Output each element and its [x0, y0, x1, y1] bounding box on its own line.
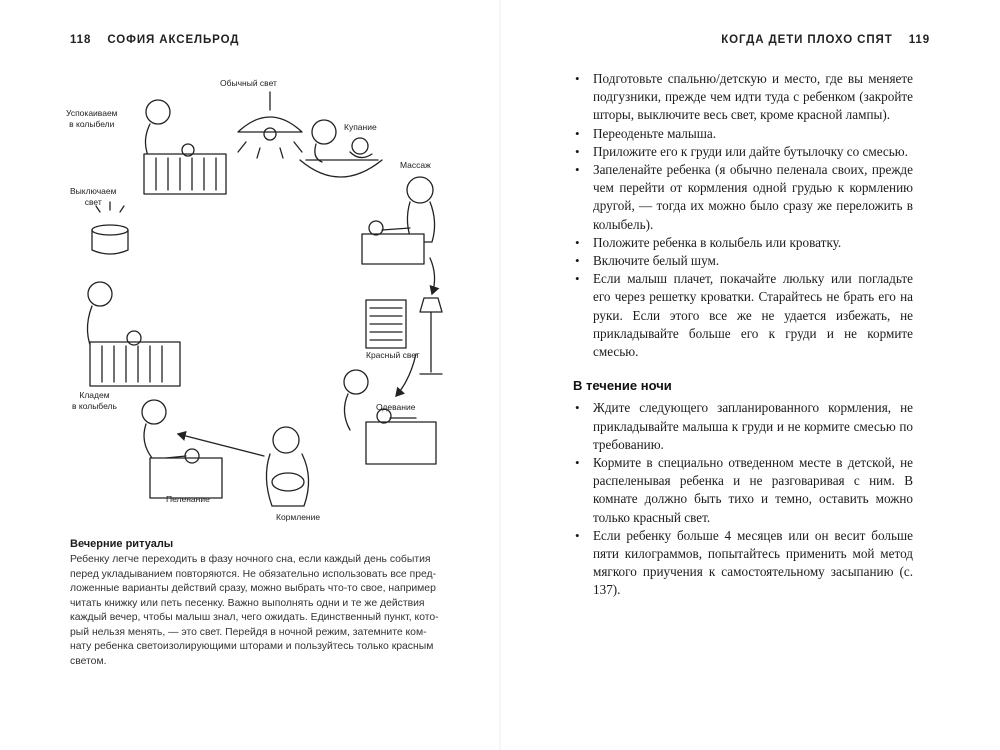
night-list [573, 399, 913, 599]
sidebar-line: нату ребенка светоизолирующими шторами и пользуйтесь только красным [70, 641, 434, 653]
label-turn-off-line-1: Выключаем [70, 186, 117, 196]
right-column-text [573, 70, 913, 600]
window-and-floor-lamp-icon [366, 298, 442, 374]
label-soothe-line-2: в колыбели [69, 118, 115, 129]
sidebar-line: Ребенку легче переходить в фазу ночного сна, если каждый день события [70, 554, 431, 565]
sidebar-line: светом. [70, 655, 107, 667]
dressing-scene-icon [344, 370, 436, 464]
bedtime-routine-illustration [60, 62, 470, 532]
label-turn-off-line-2: свет [84, 196, 102, 207]
label-put-line-2: в колыбель [72, 400, 117, 411]
sidebar-text [70, 553, 446, 669]
list-item: • Подготовьте спальню/детскую и место, где вы меняете подгузники, прежде чем идти туда с ребенком (закройте шторы, выключите весь свет, кроме красной лампы). [573, 70, 913, 125]
label-swaddling: Пеленание [166, 494, 210, 504]
right-page-number: 119 [908, 34, 930, 46]
list-item: • Запеленайте ребенка (я обычно пеленала своих, прежде чем перейти от кормления одной грудью к кормлению другой, — тогда их можно было сразу же переложить в колыбель). [573, 161, 913, 234]
list-item: • Ждите следующего запланированного кормления, не прикладывайте малыша к груди и не кормите смесью по требованию. [573, 399, 913, 454]
label-feeding: Кормление [276, 512, 321, 522]
label-soothe-in-crib [66, 108, 118, 129]
list-item: • Кормите в специально отведенном месте в детской, не распеленывая ребенка и не разговаривая с ним. В комнате должно быть тихо и темно, оставить можно только красный свет. [573, 454, 913, 527]
label-soothe-line-1: Успокаиваем [66, 108, 118, 118]
label-put-in-crib [72, 390, 117, 411]
right-book-title: КОГДА ДЕТИ ПЛОХО СПЯТ [721, 34, 893, 46]
label-massage: Массаж [400, 160, 431, 170]
ceiling-lamp-icon [238, 92, 302, 158]
arrow-feeding-to-swaddling [178, 434, 264, 456]
list-item: • Включите белый шум. [573, 252, 913, 270]
massage-scene-icon [362, 177, 435, 264]
list-item: • Если ребенку больше 4 месяцев или он весит больше пяти килограммов, попытайтесь применить мой метод мягкого приучения к самостоятельному засыпанию (с. 137). [573, 527, 913, 600]
left-author-name: СОФИЯ АКСЕЛЬРОД [107, 34, 240, 46]
feeding-scene-icon [266, 427, 308, 506]
sidebar-title: Вечерние ритуалы [70, 538, 174, 550]
evening-rituals-sidebar [70, 538, 446, 669]
list-item: • Положите ребенка в колыбель или кроватку. [573, 234, 913, 252]
label-dressing: Одевание [376, 402, 416, 412]
white-noise-machine-icon [92, 202, 128, 254]
label-red-light: Красный свет [366, 350, 420, 360]
left-page-number: 118 [70, 34, 92, 46]
sidebar-line: перед укладыванием повторяются. Не обязательно использовать все пред- [70, 568, 437, 580]
sidebar-line: ложенные варианты действий сразу, можно выбрать что-то свое, например [70, 583, 436, 595]
right-page [500, 0, 1000, 750]
label-turn-off-light [70, 186, 116, 207]
routine-cycle-drawing [60, 62, 470, 532]
sidebar-line: рый нельзя менять, — это свет. Перейдя в ночной режим, затемните ком- [70, 626, 427, 638]
swaddling-scene-icon [142, 400, 222, 498]
label-bathing: Купание [344, 122, 377, 132]
put-in-crib-scene-icon [87, 282, 180, 386]
preparation-list [573, 70, 913, 361]
list-item: • Переоденьте малыша. [573, 125, 913, 143]
left-running-head [70, 34, 239, 46]
sidebar-line: каждый вечер, чтобы малыш знал, чего ожидать. Единственный пункт, кото- [70, 612, 439, 624]
arrow-massage-to-red-light [430, 258, 435, 294]
list-item: • Приложите его к груди или дайте бутылочку со смесью. [573, 143, 913, 161]
section-title-night: В течение ночи [573, 378, 672, 394]
label-ordinary-light: Обычный свет [220, 78, 277, 88]
soothe-in-crib-scene-icon [144, 100, 226, 194]
list-item: • Если малыш плачет, покачайте люльку или погладьте его через решетку кроватки. Старайтесь не брать его на руки. Если этого все же не удается избежать, не прикладывайте больше его к груди и не кормите смесью. [573, 270, 913, 361]
sidebar-line: читать книжку или петь песенку. Важно выполнять одни и те же действия [70, 597, 425, 609]
right-running-head [721, 34, 930, 46]
label-put-line-1: Кладем [79, 390, 110, 400]
